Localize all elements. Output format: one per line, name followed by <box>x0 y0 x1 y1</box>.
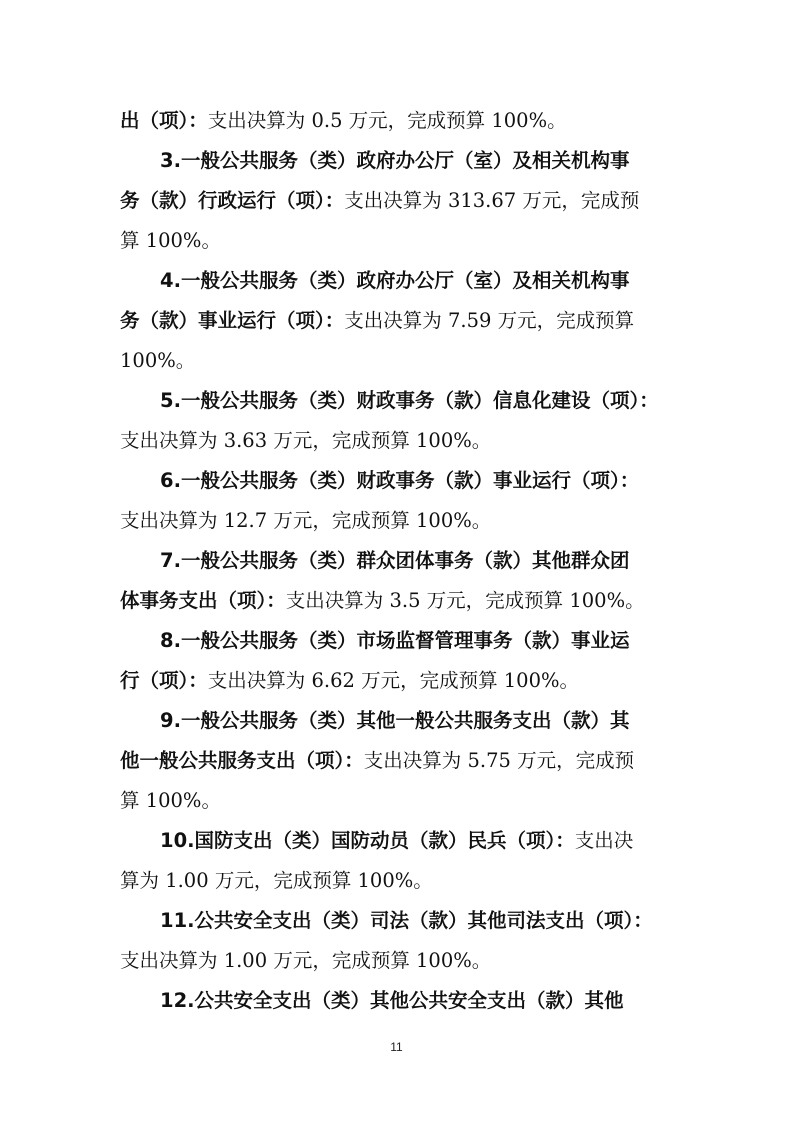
text-line <box>120 786 676 816</box>
heading-text: 务（款）行政运行（项）： <box>120 189 345 212</box>
text-line <box>120 866 676 896</box>
body-text: 支出决算为 0.5 万元，完成预算 100%。 <box>207 109 567 132</box>
text-line <box>160 466 676 496</box>
heading-text: 行（项）： <box>120 669 208 692</box>
text-line <box>120 226 676 256</box>
heading-text: 9.一般公共服务（类）其他一般公共服务支出（款）其 <box>160 709 630 732</box>
body-text: 支出决算为 313.67 万元，完成预 <box>344 189 640 212</box>
heading-text: 8.一般公共服务（类）市场监督管理事务（款）事业运 <box>160 629 630 652</box>
text-line <box>120 186 676 216</box>
heading-text: 他一般公共服务支出（项）： <box>120 749 364 772</box>
heading-text: 6.一般公共服务（类）财政事务（款）事业运行（项）： <box>160 469 640 492</box>
heading-text: 10.国防支出（类）国防动员（款）民兵（项）： <box>160 829 575 852</box>
heading-text: 体事务支出（项）： <box>120 589 286 612</box>
body-text: 支出决算为 1.00 万元，完成预算 100%。 <box>120 949 492 972</box>
text-line <box>160 266 676 296</box>
heading-text: 4.一般公共服务（类）政府办公厅（室）及相关机构事 <box>160 269 630 292</box>
body-text: 100%。 <box>120 349 196 372</box>
body-text: 支出决算为 12.7 万元，完成预算 100%。 <box>120 509 492 532</box>
text-line <box>120 106 676 136</box>
body-text: 算为 1.00 万元，完成预算 100%。 <box>120 869 433 892</box>
text-line <box>160 386 676 416</box>
text-line <box>160 146 676 176</box>
text-line <box>120 306 676 336</box>
heading-text: 3.一般公共服务（类）政府办公厅（室）及相关机构事 <box>160 149 630 172</box>
body-text: 支出决算为 6.62 万元，完成预算 100%。 <box>207 669 580 692</box>
heading-text: 12.公共安全支出（类）其他公共安全支出（款）其他 <box>160 989 624 1012</box>
text-line <box>120 426 676 456</box>
body-text: 算 100%。 <box>120 789 221 812</box>
page-number: 11 <box>390 1040 403 1054</box>
text-line <box>120 746 676 776</box>
text-line <box>120 506 676 536</box>
body-text: 支出决算为 5.75 万元，完成预 <box>363 749 635 772</box>
heading-text: 务（款）事业运行（项）： <box>120 309 345 332</box>
text-line <box>160 706 676 736</box>
text-line <box>120 946 676 976</box>
heading-text: 5.一般公共服务（类）财政事务（款）信息化建设（项）： <box>160 389 659 412</box>
text-line <box>160 906 676 936</box>
body-text: 支出决算为 7.59 万元，完成预算 <box>344 309 635 332</box>
body-text: 支出决算为 3.63 万元，完成预算 100%。 <box>120 429 492 452</box>
text-line <box>160 986 676 1016</box>
heading-text: 11.公共安全支出（类）司法（款）其他司法支出（项）： <box>160 909 653 932</box>
body-text: 支出决 <box>574 829 634 852</box>
heading-text: 出（项）： <box>120 109 208 132</box>
body-text: 算 100%。 <box>120 229 221 252</box>
text-line <box>120 666 676 696</box>
text-line <box>160 546 676 576</box>
text-line <box>160 826 676 856</box>
text-line <box>120 586 676 616</box>
heading-text: 7.一般公共服务（类）群众团体事务（款）其他群众团 <box>160 549 630 572</box>
text-line <box>160 626 676 656</box>
text-line <box>120 346 676 376</box>
body-text: 支出决算为 3.5 万元，完成预算 100%。 <box>285 589 645 612</box>
